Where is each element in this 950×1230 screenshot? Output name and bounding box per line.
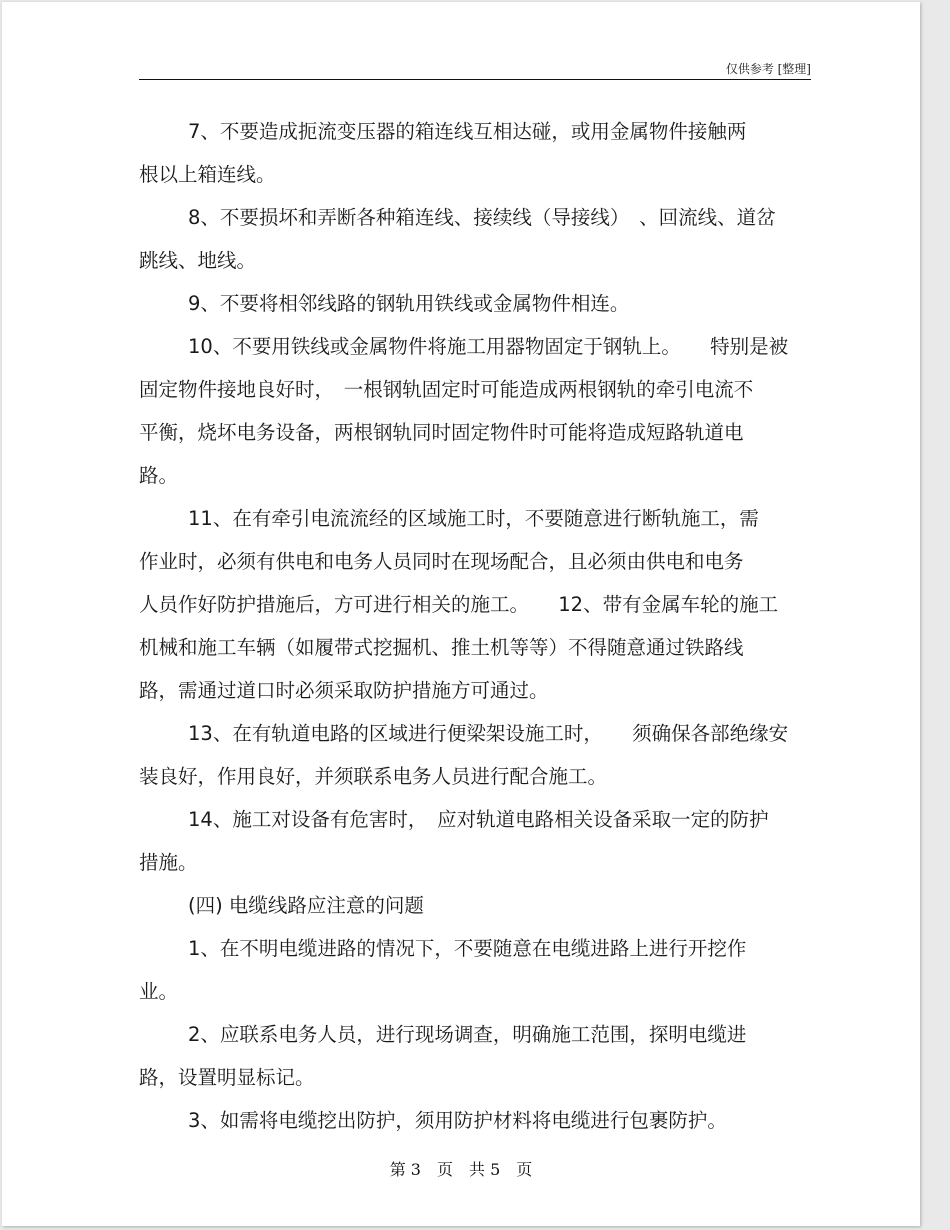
text-line: 10、不要用铁线或金属物件将施工用器物固定于钢轨上。 特别是被 <box>188 335 789 358</box>
text-line: 人员作好防护措施后，方可进行相关的施工。 12、带有金属车轮的施工 <box>139 593 779 616</box>
text-line: 14、施工对设备有危害时， 应对轨道电路相关设备采取一定的防护 <box>188 808 769 831</box>
text-line: 2、应联系电务人员，进行现场调查，明确施工范围，探明电缆进 <box>188 1023 747 1046</box>
text-line: 路，需通过道口时必须采取防护措施方可通过。 <box>139 679 549 702</box>
paragraph <box>139 712 811 798</box>
text-line: 固定物件接地良好时， 一根钢轨固定时可能造成两根钢轨的牵引电流不 <box>139 378 754 401</box>
text-line: 13、在有轨道电路的区域进行便梁架设施工时， 须确保各部绝缘安 <box>188 722 789 745</box>
section-heading <box>139 884 811 927</box>
text-line: 机械和施工车辆（如履带式挖掘机、推土机等等）不得随意通过铁路线 <box>139 636 744 659</box>
text-line: 平衡，烧坏电务设备，两根钢轨同时固定物件时可能将造成短路轨道电 <box>139 421 744 444</box>
header-divider <box>139 79 811 80</box>
text-line: 作业时，必须有供电和电务人员同时在现场配合，且必须由供电和电务 <box>139 550 744 573</box>
text-line: 1、在不明电缆进路的情况下，不要随意在电缆进路上进行开挖作 <box>188 937 747 960</box>
text-line: 3、如需将电缆挖出防护，须用防护材料将电缆进行包裹防护。 <box>188 1109 727 1132</box>
paragraph <box>139 282 811 325</box>
text-line: 措施。 <box>139 851 198 874</box>
page-footer: 第 3 页 共 5 页 <box>389 1160 533 1179</box>
text-line: 业。 <box>139 980 179 1003</box>
text-line: 装良好，作用良好，并须联系电务人员进行配合施工。 <box>139 765 608 788</box>
paragraph <box>139 497 811 712</box>
paragraph <box>139 110 811 196</box>
paragraph <box>139 798 811 884</box>
page-header: 仅供参考 [整理] <box>725 62 811 76</box>
paragraph <box>139 1013 811 1099</box>
text-line: (四) 电缆线路应注意的问题 <box>188 894 424 917</box>
paragraph <box>139 196 811 282</box>
paragraph <box>139 927 811 1013</box>
text-line: 根以上箱连线。 <box>139 163 276 186</box>
paragraph <box>139 1099 811 1142</box>
text-line: 路。 <box>139 464 179 487</box>
text-line: 路，设置明显标记。 <box>139 1066 315 1089</box>
text-line: 7、不要造成扼流变压器的箱连线互相达碰，或用金属物件接触两 <box>188 120 747 143</box>
text-line: 11、在有牵引电流流经的区域施工时，不要随意进行断轨施工，需 <box>188 507 759 530</box>
text-line: 8、不要损坏和弄断各种箱连线、接续线（导接线） 、回流线、道岔 <box>188 206 776 229</box>
document-page <box>2 2 920 1226</box>
text-line: 跳线、地线。 <box>139 249 257 272</box>
text-line: 9、不要将相邻线路的钢轨用铁线或金属物件相连。 <box>188 292 630 315</box>
paragraph <box>139 325 811 497</box>
document-body <box>139 110 811 1142</box>
